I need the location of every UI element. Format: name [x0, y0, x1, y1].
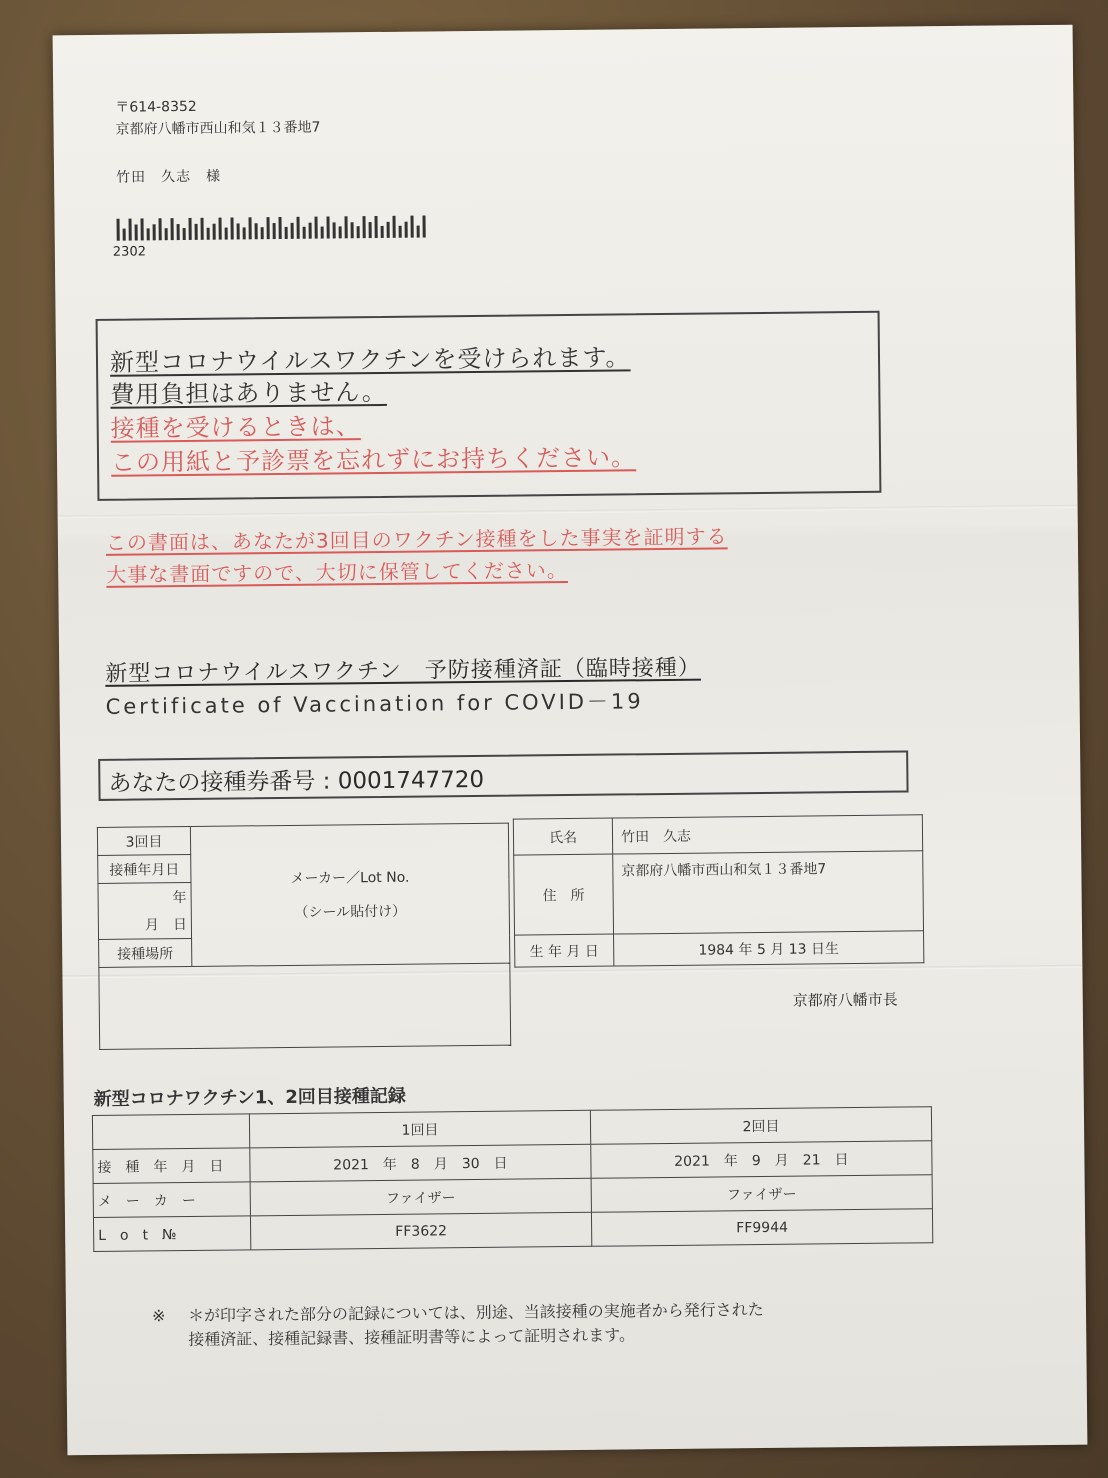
mailing-address: 京都府八幡市西山和気１３番地7	[115, 119, 321, 138]
keep-safe-warning: 大事な書面ですので、大切に保管してください。	[106, 558, 568, 587]
record-cell: 2021 年 8 月 30 日	[250, 1144, 591, 1182]
barcode-bar	[321, 227, 324, 239]
barcode-bar	[231, 217, 234, 239]
record-cell: ファイザー	[250, 1178, 591, 1216]
barcode-bar	[315, 217, 318, 239]
barcode-number: 2302	[112, 244, 147, 260]
barcode-bar	[422, 215, 425, 237]
barcode-bar	[309, 223, 312, 239]
certificate-title-ja: 新型コロナウイルスワクチン 予防接種済証（臨時接種）	[105, 655, 701, 687]
barcode-bar	[285, 227, 288, 239]
record-row-label: L o t №	[93, 1216, 250, 1252]
dose-record-table	[92, 1106, 933, 1252]
birth-date: 1984 年 5 月 13 日生	[614, 931, 924, 966]
barcode-bar	[411, 216, 414, 238]
barcode-bar	[207, 228, 210, 240]
paper-fold	[58, 505, 1078, 519]
month-day-label: 月 日	[98, 910, 191, 939]
customer-barcode	[117, 215, 441, 240]
barcode-bar	[351, 222, 354, 238]
record-row-label: 接 種 年 月 日	[93, 1148, 250, 1184]
record-title: 新型コロナワクチン1、2回目接種記録	[93, 1085, 406, 1111]
barcode-bar	[279, 217, 282, 239]
barcode-bar	[201, 218, 204, 240]
certificate-title-en: Certificate of Vaccination for COVID－19	[105, 689, 644, 719]
notice-line: 新型コロナウイルスワクチンを受けられます。	[109, 343, 631, 377]
barcode-bar	[183, 228, 186, 240]
barcode-bar	[237, 223, 240, 239]
barcode-bar	[297, 217, 300, 239]
barcode-bar	[117, 219, 120, 241]
record-cell: FF9944	[591, 1209, 932, 1247]
record-cell: FF3622	[250, 1212, 591, 1250]
barcode-bar	[339, 226, 342, 238]
third-dose-table	[97, 823, 511, 1050]
barcode-bar	[363, 216, 366, 238]
barcode-bar	[327, 216, 330, 238]
barcode-bar	[171, 218, 174, 240]
barcode-bar	[393, 216, 396, 238]
vaccination-ticket-number-box	[98, 750, 908, 800]
postal-code: 〒614-8352	[115, 98, 197, 116]
barcode-bar	[255, 223, 258, 239]
place-entry-area	[99, 963, 511, 1049]
barcode-bar	[165, 228, 168, 240]
year-label: 年	[98, 882, 191, 911]
birth-label: 生 年 月 日	[515, 934, 614, 967]
barcode-bar	[195, 224, 198, 240]
recipient-name: 竹田 久志 様	[116, 168, 222, 186]
record-cell: ファイザー	[591, 1175, 932, 1213]
barcode-bar	[399, 226, 402, 238]
barcode-bar	[135, 224, 138, 240]
notice-line: 接種を受けるときは、	[110, 412, 361, 443]
vaccination-document	[53, 25, 1088, 1456]
notice-line: 費用負担はありません。	[110, 377, 387, 409]
barcode-bar	[123, 229, 126, 241]
barcode-bar	[303, 227, 306, 239]
personal-info-table	[513, 814, 925, 967]
person-address: 京都府八幡市西山和気１３番地7	[613, 851, 924, 934]
barcode-bar	[357, 226, 360, 238]
sticker-area	[190, 823, 509, 966]
maker-lot-label: メーカー／Lot No.	[290, 869, 410, 887]
mailing-address-block	[115, 95, 320, 141]
reference-mark: ※	[151, 1306, 166, 1326]
barcode-bar	[129, 219, 132, 241]
ticket-number: あなたの接種券番号 : 0001747720	[108, 766, 485, 797]
keep-safe-warning: この書面は、あなたが3回目のワクチン接種をした事実を証明する	[105, 524, 728, 555]
record-cell: 2021 年 9 月 21 日	[591, 1141, 932, 1179]
record-col-dose1: 1回目	[249, 1110, 590, 1148]
record-row-label: メ ー カ ー	[93, 1182, 250, 1218]
barcode-bar	[213, 224, 216, 240]
barcode-bar	[345, 216, 348, 238]
barcode-bar	[273, 223, 276, 239]
barcode-bar	[369, 222, 372, 238]
issuer: 京都府八幡市長	[792, 990, 898, 1010]
barcode-bar	[417, 226, 420, 238]
footnote	[152, 1298, 764, 1352]
barcode-bar	[177, 224, 180, 240]
barcode-bar	[333, 222, 336, 238]
record-col-dose2: 2回目	[590, 1107, 931, 1145]
barcode-bar	[225, 228, 228, 240]
record-corner	[92, 1114, 249, 1150]
barcode-bar	[243, 227, 246, 239]
barcode-bar	[267, 217, 270, 239]
barcode-bar	[261, 227, 264, 239]
notice-line: この用紙と予診票を忘れずにお持ちください。	[110, 443, 637, 477]
person-name: 竹田 久志	[612, 815, 922, 854]
footnote-line: ＊が印字された部分の記録については、別途、当該接種の実施者から発行された	[187, 1300, 764, 1326]
barcode-bar	[375, 216, 378, 238]
barcode-bar	[141, 218, 144, 240]
barcode-bar	[219, 218, 222, 240]
barcode-bar	[249, 217, 252, 239]
barcode-bar	[153, 224, 156, 240]
barcode-bar	[159, 218, 162, 240]
barcode-bar	[405, 222, 408, 238]
barcode-bar	[291, 223, 294, 239]
barcode-bar	[147, 228, 150, 240]
date-label: 接種年月日	[98, 854, 191, 883]
footnote-line: 接種済証、接種記録書、接種証明書等によって証明されます。	[188, 1325, 636, 1350]
address-label: 住 所	[514, 854, 614, 935]
barcode-bar	[381, 226, 384, 238]
sticker-label: （シール貼付け）	[294, 903, 407, 921]
name-label: 氏名	[513, 818, 612, 855]
barcode-bar	[189, 218, 192, 240]
third-dose-header: 3回目	[97, 826, 190, 855]
notice-box	[96, 311, 882, 501]
barcode-bar	[387, 222, 390, 238]
place-label: 接種場所	[99, 938, 192, 967]
